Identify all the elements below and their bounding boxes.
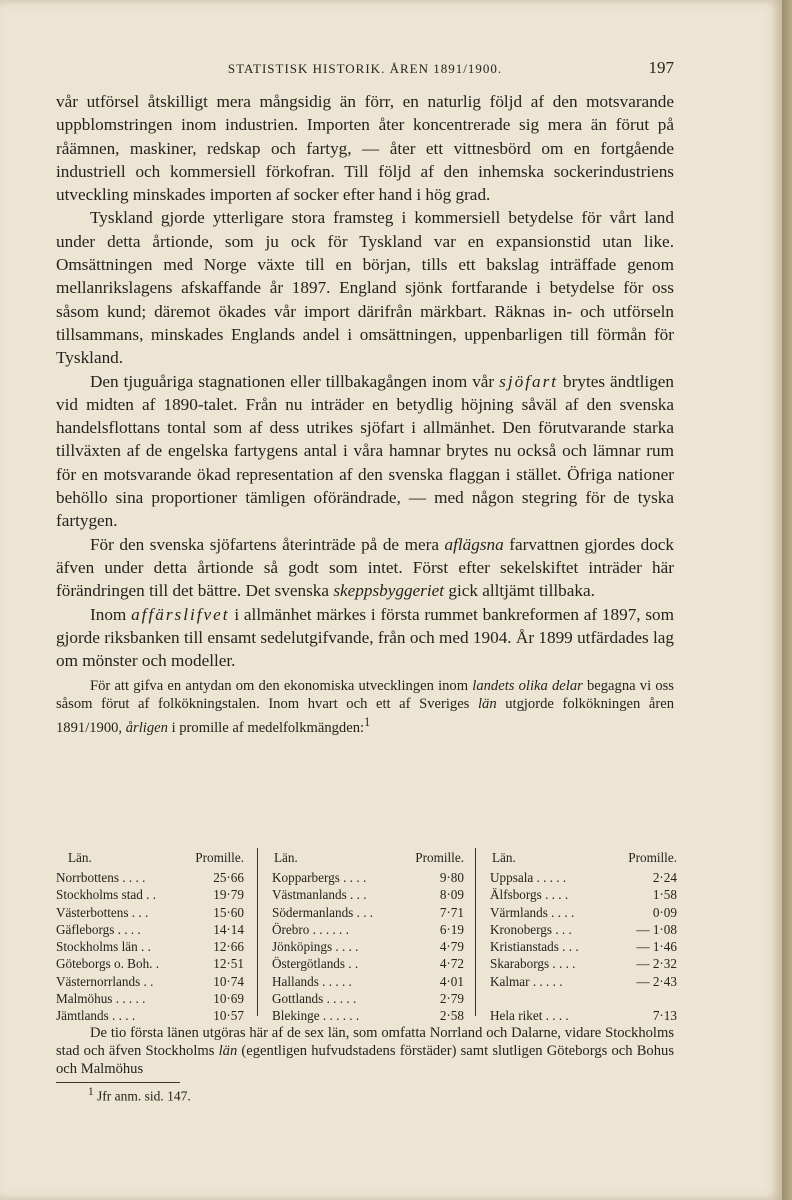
population-growth-table xyxy=(52,848,680,1024)
column-header xyxy=(52,848,248,869)
emphasis-landets-olika-delar: landets olika delar xyxy=(472,678,583,695)
footnote-divider xyxy=(56,1082,180,1083)
paragraph-text: brytes ändtligen vid midten af 1890-talet. Från nu inträder en betydlig höjning såväl af den svenska handelsflottans tontal som af dess utrikes sjöfart i allmänhet. Den förutvarande starka tillväxten af de engelska fartygens antal i våra hamnar brytes nu också och lämnar rum för en motsvarande ökad representation af den svenska flaggan i stället. Öfriga nationer behöllo sina proportioner tämligen oförändrade, — med någon stegring för de tyska fartygen. xyxy=(56,371,675,531)
county-name: Gottlands . . . . . xyxy=(272,991,357,1007)
footnote-marker: 1 xyxy=(88,1086,94,1098)
paragraph-text: Tyskland gjorde ytterligare stora framsteg i kommersiell betydelse för vårt land under detta årtionde, som ju ock för Tyskland var en expansionstid utan like. Omsättningen med Norge växte till en början, tills ett bakslag inträffade genom mellanrikslagens afskaffande år 1897. England sjönk fortfarande i betydelse för oss såsom kund; däremot ökades vår import därifrån märkbart. Räknas in- och utförseln tillsammans, minskades Englands andel i omsättningen, uppenbarligen till förmån för Tyskland. xyxy=(56,208,674,368)
county-value: 10·69 xyxy=(213,991,244,1007)
county-name: Blekinge . . . . . . xyxy=(272,1008,360,1024)
paragraph-business xyxy=(56,603,674,673)
county-name: Kopparbergs . . . . xyxy=(272,870,367,885)
table-row xyxy=(258,886,468,903)
paragraph-text: vår utförsel åtskilligt mera mångsidig än förr, en naturlig följd af den motsvarande uppblomstringen inom industrien. Importen åter koncentrerade sig mera än förut på råämnen, maskiner, redskap och fartyg, — åter ett vittnesbörd om en fortgående industriell och kommersiell förkofran. Till följd af den inhemska sockerindustriens utveckling minskades importen af socker efter hand i hög grad. xyxy=(56,92,674,205)
county-value: 19·79 xyxy=(213,887,244,903)
county-value: 12·51 xyxy=(213,956,244,972)
county-name: Västmanlands . . . xyxy=(272,887,367,903)
paragraph-text: i promille af medelfolkmängden: xyxy=(171,719,365,736)
county-name: Värmlands . . . . xyxy=(490,904,575,920)
header-lan: Län. xyxy=(68,850,92,865)
table-row xyxy=(52,886,248,903)
emphasis-arligen: årligen xyxy=(125,719,168,736)
county-name: Norrbottens . . . . xyxy=(56,870,146,885)
footnote xyxy=(88,1086,191,1105)
paragraph-shipping xyxy=(56,370,674,533)
county-value: 15·60 xyxy=(213,904,244,920)
county-name: Södermanlands . . . xyxy=(272,904,374,920)
paragraph-imports xyxy=(56,90,674,206)
running-head: STATISTISK HISTORIK. ÅREN 1891/1900. xyxy=(227,61,503,76)
emphasis-lan: län xyxy=(477,696,497,713)
header-promille: Promille. xyxy=(628,850,677,865)
county-name: Skaraborgs . . . . xyxy=(490,956,576,972)
table-row xyxy=(258,955,468,972)
table-row xyxy=(258,938,468,955)
table-row xyxy=(476,886,681,903)
county-value: 12·66 xyxy=(213,939,244,955)
column-header xyxy=(258,848,468,869)
paragraph-text: För den svenska sjöfartens återinträde på de mera xyxy=(90,534,439,554)
column-header xyxy=(476,848,681,869)
paragraph-text: Den tjuguåriga stagnationen eller tillbakagången inom vår xyxy=(90,371,495,391)
table-column-3 xyxy=(475,848,681,1024)
body-text xyxy=(56,90,674,737)
header-lan: Län. xyxy=(492,850,516,865)
county-name: Gäfleborgs . . . . xyxy=(56,921,141,937)
paragraph-text: farvattnen gjordes dock äfven under detta årtionde så godt som intet. Först efter sekelskiftet inträder här förändringen till det bättre. Det svenska xyxy=(56,534,675,601)
paragraph-population-intro xyxy=(56,678,674,737)
table-row xyxy=(258,869,468,886)
county-value: 2·58 xyxy=(439,1008,464,1024)
county-name: Östergötlands . . xyxy=(272,956,359,972)
emphasis-sjofart: sjöfart xyxy=(499,371,559,391)
county-value: — 1·08 xyxy=(636,921,677,937)
county-name: Stockholms län . . xyxy=(56,939,151,955)
table-column-1 xyxy=(52,848,248,1024)
county-value: 4·72 xyxy=(439,956,464,972)
paragraph-text: För att gifva en antydan om den ekonomiska utvecklingen inom xyxy=(90,678,469,695)
paragraph-text: i allmänhet märkes i första rummet bankreformen af 1897, som gjorde riksbanken till ensamt sedelutgifvande, från och med 1904. År 1899 utfärdades lag om mönster och modeller. xyxy=(56,604,675,671)
county-name: Hallands . . . . . xyxy=(272,973,352,989)
table-row xyxy=(52,938,248,955)
county-value: — 1·46 xyxy=(636,939,677,955)
county-value: 6·19 xyxy=(439,921,464,937)
table-row xyxy=(258,1007,468,1024)
total-value: 7·13 xyxy=(652,1008,677,1024)
header-promille: Promille. xyxy=(415,850,464,865)
table-row xyxy=(52,973,248,990)
county-value: 14·14 xyxy=(213,921,244,937)
emphasis-skeppsbyggeriet: skeppsbyggeriet xyxy=(333,581,445,601)
total-name: Hela riket . . . . xyxy=(490,1008,569,1024)
table-row xyxy=(476,938,681,955)
paragraph-distant-waters xyxy=(56,533,674,603)
table-row xyxy=(476,904,681,921)
county-name: Jönköpings . . . . xyxy=(272,939,359,955)
table-row xyxy=(476,955,681,972)
paragraph-text: utgjorde folkökningen åren 1891/1900, xyxy=(56,696,674,736)
table-row xyxy=(258,990,468,1007)
county-value: 25·66 xyxy=(213,870,244,885)
county-value: 9·80 xyxy=(439,870,464,885)
county-value: 10·74 xyxy=(213,973,244,989)
table-row xyxy=(258,973,468,990)
table-row xyxy=(476,973,681,990)
county-value: 0·09 xyxy=(652,904,677,920)
header-promille: Promille. xyxy=(195,850,244,865)
emphasis-lan: län xyxy=(218,1043,238,1059)
county-value: 8·09 xyxy=(439,887,464,903)
table-row xyxy=(258,921,468,938)
county-name: Jämtlands . . . . xyxy=(56,1008,136,1024)
county-value: 1·58 xyxy=(652,887,677,903)
county-value: 10·57 xyxy=(213,1008,244,1024)
county-name: Göteborgs o. Boh. . xyxy=(56,956,160,972)
county-value: 7·71 xyxy=(439,904,464,920)
page-number: 197 xyxy=(648,58,674,77)
county-value: 4·79 xyxy=(439,939,464,955)
paragraph-text: gick alltjämt tillbaka. xyxy=(448,581,595,601)
table-row xyxy=(52,955,248,972)
county-name: Kronobergs . . . xyxy=(490,921,572,937)
paragraph-text: (egentligen hufvudstadens förstäder) samt slutligen Göteborgs och Bohus och Malmöhus xyxy=(56,1043,674,1077)
county-name: Stockholms stad . . xyxy=(56,887,157,903)
table-column-2 xyxy=(257,848,468,1024)
table-row xyxy=(52,869,248,886)
table-row xyxy=(52,1007,248,1024)
table-row xyxy=(258,904,468,921)
county-name: Malmöhus . . . . . xyxy=(56,991,146,1007)
table-row-total xyxy=(476,1007,681,1024)
header-lan: Län. xyxy=(274,850,298,865)
county-name: Kristianstads . . . xyxy=(490,939,579,955)
paragraph-text: De tio första länen utgöras här af de sex län, som omfatta Norrland och Dalarne, vidare Stockholms stad och äfven Stockholms xyxy=(56,1025,674,1059)
county-name: Örebro . . . . . . xyxy=(272,921,349,937)
table-row xyxy=(476,869,681,886)
county-value: 2·79 xyxy=(439,991,464,1007)
county-value: — 2·32 xyxy=(636,956,677,972)
table-row xyxy=(52,921,248,938)
county-value: 4·01 xyxy=(439,973,464,989)
county-name: Västerbottens . . . xyxy=(56,904,149,920)
county-name: Kalmar . . . . . xyxy=(490,973,563,989)
page-edge xyxy=(782,0,792,1200)
paragraph-text: Inom xyxy=(90,604,127,624)
emphasis-affarslifvet: affärslifvet xyxy=(131,604,230,624)
table-row xyxy=(52,904,248,921)
county-name: Uppsala . . . . . xyxy=(490,870,567,885)
paragraph-closing xyxy=(56,1024,674,1078)
emphasis-aflagsna: aflägsna xyxy=(444,534,504,554)
footnote-text: Jfr anm. sid. 147. xyxy=(97,1088,191,1104)
page-header xyxy=(56,58,674,80)
paragraph-text: begagna vi oss såsom förut af folkökningstalen. Inom hvart och ett af Sveriges xyxy=(56,678,674,713)
footnote-reference: 1 xyxy=(364,714,371,729)
table-row xyxy=(52,990,248,1007)
paragraph-germany-trade xyxy=(56,206,674,369)
table-row xyxy=(476,921,681,938)
county-name: Västernorrlands . . xyxy=(56,973,154,989)
county-value: — 2·43 xyxy=(636,973,677,989)
county-name: Älfsborgs . . . . xyxy=(490,887,569,903)
county-value: 2·24 xyxy=(652,870,677,885)
